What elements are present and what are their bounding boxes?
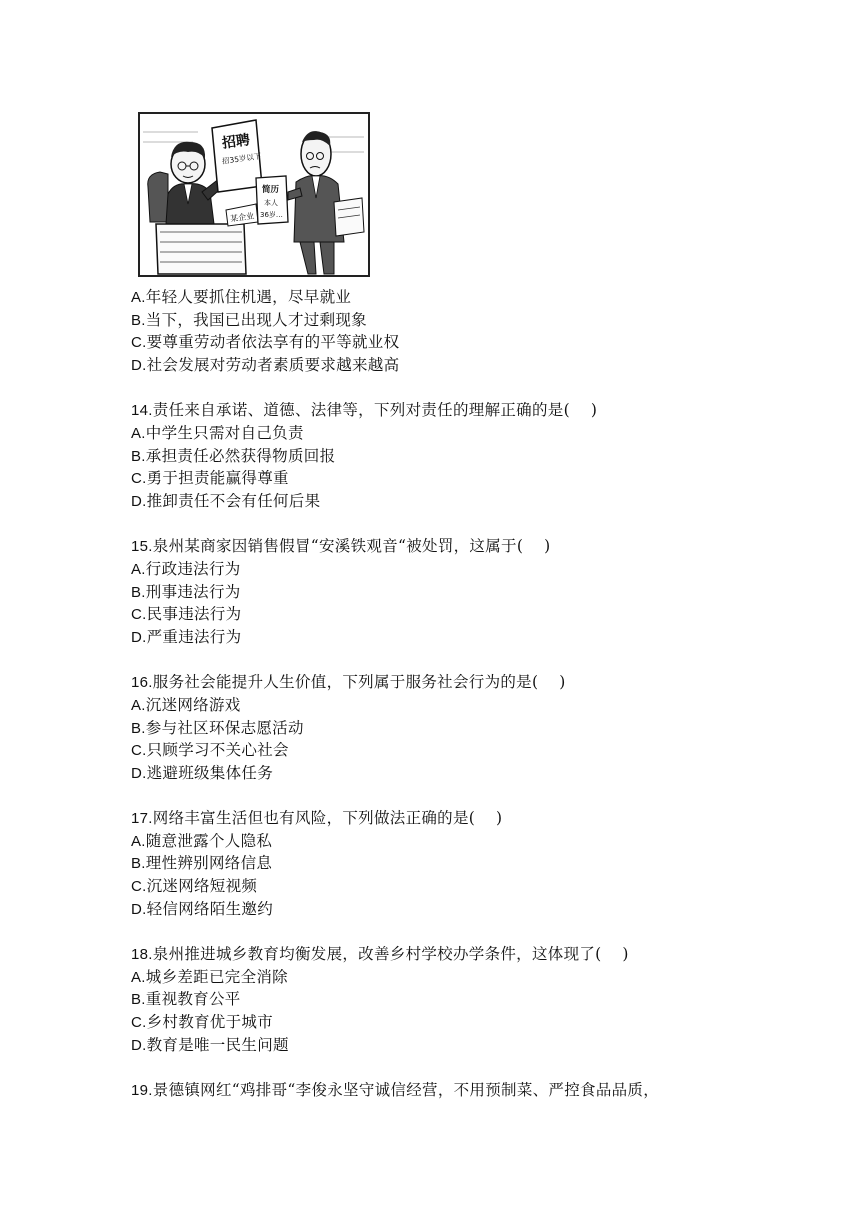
option-14-c: C.勇于担责能赢得尊重	[131, 469, 289, 488]
option-13-d: D.社会发展对劳动者素质要求越来越高	[131, 355, 400, 374]
option-17-d: D.轻信网络陌生邀约	[131, 899, 274, 918]
question-18-stem: 18.泉州推进城乡教育均衡发展，改善乡村学校办学条件，这体现了( )	[131, 945, 629, 964]
question-17	[131, 807, 771, 920]
option-13-c: C.要尊重劳动者依法享有的平等就业权	[131, 333, 400, 352]
option-15-c: C.民事违法行为	[131, 605, 242, 624]
resume-line-2: 36岁…	[260, 211, 283, 219]
option-17-c: C.沉迷网络短视频	[131, 877, 258, 896]
option-13-b: B.当下，我国已出现人才过剩现象	[131, 310, 367, 329]
question-16-stem: 16.服务社会能提升人生价值，下列属于服务社会行为的是( )	[131, 673, 566, 692]
option-15-b: B.刑事违法行为	[131, 582, 241, 601]
option-17-a: A.随意泄露个人隐私	[131, 831, 273, 850]
desk-label: 某企业	[229, 211, 255, 224]
option-16-b: B.参与社区环保志愿活动	[131, 718, 304, 737]
question-18	[131, 943, 771, 1056]
option-14-b: B.承担责任必然获得物质回报	[131, 446, 336, 465]
option-16-c: C.只顾学习不关心社会	[131, 741, 289, 760]
option-18-d: D.教育是唯一民生问题	[131, 1035, 289, 1054]
sign-subtitle: 招35岁以下	[221, 151, 262, 166]
option-18-c: C.乡村教育优于城市	[131, 1013, 274, 1032]
option-13-a: A.年轻人要抓住机遇，尽早就业	[131, 288, 352, 306]
question-13-options	[131, 286, 771, 376]
question-14-stem: 14.责任来自承诺、道德、法律等，下列对责任的理解正确的是( )	[131, 401, 598, 420]
question-15	[131, 535, 771, 648]
option-15-d: D.严重违法行为	[131, 627, 242, 646]
question-15-stem: 15.泉州某商家因销售假冒“安溪铁观音“被处罚，这属于( )	[131, 537, 551, 556]
option-14-d: D.推卸责任不会有任何后果	[131, 491, 321, 510]
option-16-a: A.沉迷网络游戏	[131, 695, 241, 714]
sign-title: 招聘	[221, 132, 251, 152]
option-18-a: A.城乡差距已完全消除	[131, 967, 288, 986]
question-16	[131, 671, 771, 784]
question-19	[131, 1079, 771, 1102]
option-16-d: D.逃避班级集体任务	[131, 763, 274, 782]
job-discrimination-cartoon	[138, 112, 370, 277]
question-19-stem: 19.景德镇网红“鸡排哥“李俊永坚守诚信经营，不用预制菜、严控食品品质，	[131, 1081, 660, 1100]
resume-line-1: 本人	[264, 199, 278, 207]
question-14	[131, 399, 771, 512]
resume-title: 简历	[262, 185, 280, 195]
option-15-a: A.行政违法行为	[131, 559, 241, 578]
option-17-b: B.理性辨别网络信息	[131, 854, 273, 873]
option-18-b: B.重视教育公平	[131, 990, 241, 1009]
question-list	[131, 286, 771, 1102]
question-17-stem: 17.网络丰富生活但也有风险，下列做法正确的是( )	[131, 809, 503, 828]
option-14-a: A.中学生只需对自己负责	[131, 423, 304, 442]
